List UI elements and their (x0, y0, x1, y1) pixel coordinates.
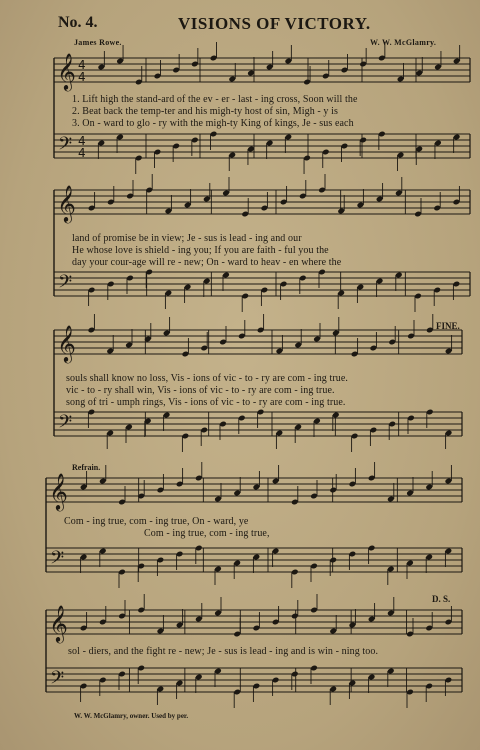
lyric-line: 2. Beat back the temp-ter and his migh-ty host of sin, Migh - y is (72, 106, 339, 117)
lyric-line: Com - ing true, com - ing true, On - ward, ye (64, 516, 249, 527)
lyric-line: day your cour-age will re - new; On - ward to heav - en where the (72, 257, 342, 268)
lyric-line: Com - ing true, com - ing true, (144, 528, 270, 539)
bass-clef-icon: 𝄢 (50, 548, 65, 573)
copyright-footer: W. W. McGlamry, owner. Used by per. (74, 712, 189, 720)
bass-clef-icon: 𝄢 (58, 272, 73, 297)
treble-clef-icon: 𝄞 (57, 184, 76, 222)
lyric-line: 1. Lift high the stand-ard of the ev - er - last - ing cross, Soon will the (72, 94, 358, 105)
refrain-marking: Refrain. (72, 463, 101, 472)
fine-marking: FINE. (436, 321, 460, 331)
lyricist-credit: James Rowe. (74, 38, 122, 47)
treble-clef-icon: 𝄞 (49, 604, 68, 642)
composer-credit: W. W. McGlamry. (370, 38, 437, 47)
lyric-line: sol - diers, and the fight re - new; Je - sus is lead - ing and is win - ning too. (68, 646, 379, 657)
time-signature: 4 (78, 146, 86, 160)
time-signature: 4 (78, 58, 86, 72)
lyric-line: vic - to - ry shall win, Vis - ions of vic - to - ry are com - ing true. (66, 385, 335, 396)
bass-clef-icon: 𝄢 (58, 134, 73, 159)
time-signature: 4 (78, 70, 86, 84)
time-signature: 4 (78, 134, 86, 148)
bass-clef-icon: 𝄢 (50, 668, 65, 693)
lyric-line: souls shall know no loss, Vis - ions of vic - to - ry are com - ing true. (66, 373, 349, 384)
ds-marking: D. S. (432, 594, 451, 604)
hymn-title: VISIONS OF VICTORY. (178, 14, 371, 33)
lyric-line: He whose love is shield - ing you; If you are faith - ful you the (72, 245, 329, 256)
treble-clef-icon: 𝄞 (57, 52, 76, 90)
lyric-line: 3. On - ward to glo - ry with the migh-ty King of kings, Je - sus each (72, 118, 354, 129)
lyric-line: song of tri - umph rings, Vis - ions of vic - to - ry are com - ing true. (66, 397, 346, 408)
hymn-number: No. 4. (58, 14, 98, 31)
bass-clef-icon: 𝄢 (58, 412, 73, 437)
treble-clef-icon: 𝄞 (57, 324, 76, 362)
treble-clef-icon: 𝄞 (49, 472, 68, 510)
lyric-line: land of promise be in view; Je - sus is lead - ing and our (72, 233, 302, 244)
